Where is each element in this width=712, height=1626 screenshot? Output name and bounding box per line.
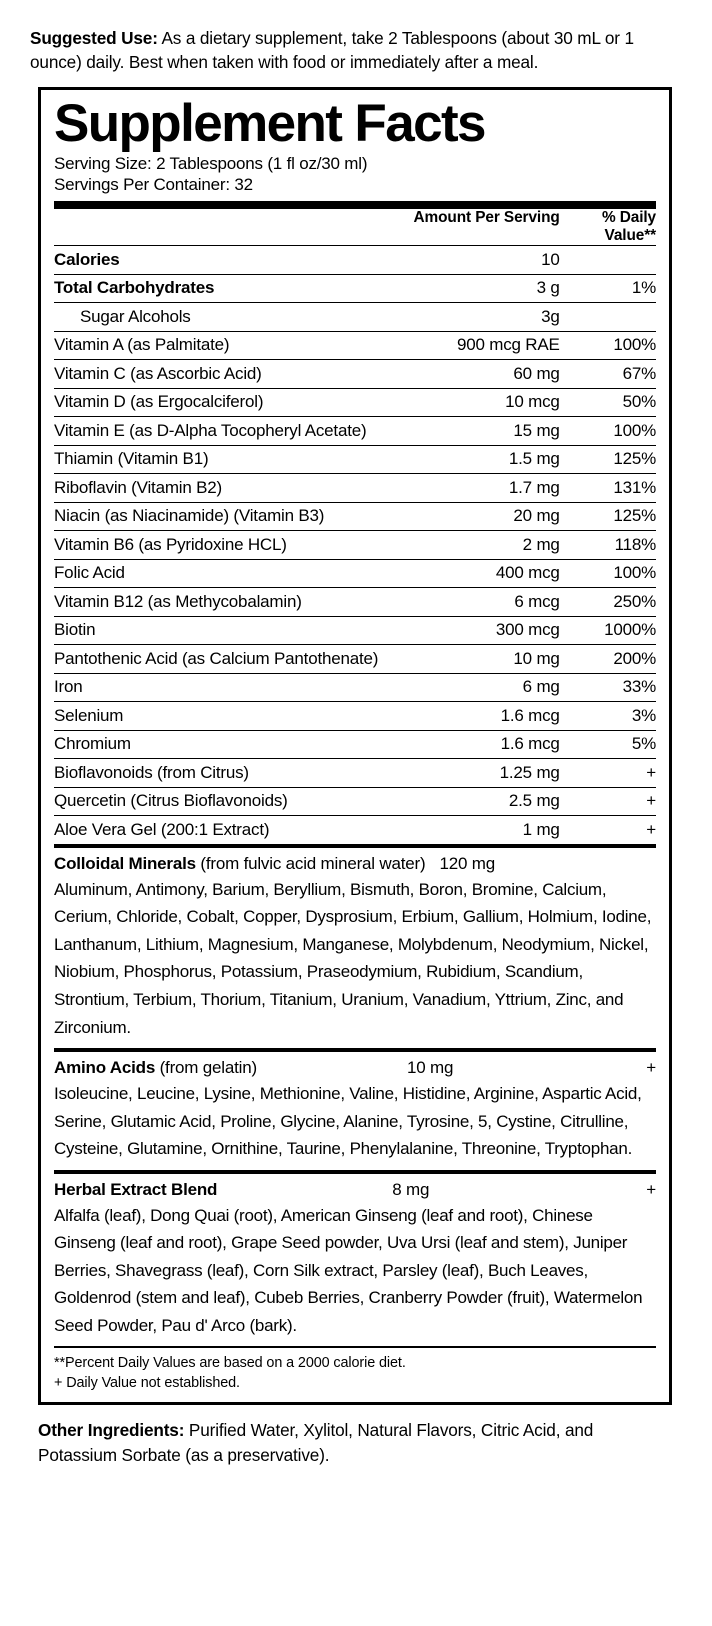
nutrient-daily-value: 5% xyxy=(560,730,656,759)
footnotes xyxy=(54,1348,656,1394)
nutrient-rows-body xyxy=(54,246,656,844)
nutrient-name-text: Iron xyxy=(54,677,83,697)
table-column-headers xyxy=(54,209,656,245)
nutrient-name-text: Vitamin B12 (as Methycobalamin) xyxy=(54,591,302,611)
nutrient-name-text: Vitamin E (as D-Alpha Tocopheryl Acetate) xyxy=(54,420,367,440)
nutrient-amount: 6 mcg xyxy=(391,588,560,617)
nutrient-name xyxy=(54,559,391,588)
blend-name-detail: (from fulvic acid mineral water) xyxy=(195,853,426,873)
column-header-daily-value: % Daily Value** xyxy=(601,208,656,244)
table-row xyxy=(54,474,656,503)
suggested-use-text: As a dietary supplement, take 2 Tablespoons (about 30 mL or 1 ounce) daily. Best when taken with food or immediately after a meal. xyxy=(30,28,634,73)
nutrient-amount: 15 mg xyxy=(391,417,560,446)
nutrient-daily-value: 125% xyxy=(560,445,656,474)
nutrient-name xyxy=(54,787,391,816)
table-row xyxy=(54,388,656,417)
nutrient-daily-value: + xyxy=(560,816,656,844)
nutrient-amount: 6 mg xyxy=(391,673,560,702)
nutrient-daily-value: 67% xyxy=(560,360,656,389)
nutrient-daily-value: 3% xyxy=(560,702,656,731)
table-row xyxy=(54,645,656,674)
nutrient-amount: 900 mcg RAE xyxy=(391,331,560,360)
nutrient-name-text: Thiamin (Vitamin B1) xyxy=(54,449,209,469)
nutrient-name xyxy=(54,759,391,788)
nutrient-name xyxy=(54,702,391,731)
nutrient-amount: 1.25 mg xyxy=(391,759,560,788)
nutrient-amount: 10 xyxy=(541,249,560,269)
table-row xyxy=(54,303,656,332)
nutrient-amount: 400 mcg xyxy=(391,559,560,588)
nutrient-daily-value: 1% xyxy=(560,274,656,303)
nutrient-daily-value xyxy=(560,303,656,332)
nutrient-name-text: Vitamin A (as Palmitate) xyxy=(54,335,230,355)
column-header-amount: Amount Per Serving xyxy=(413,208,560,226)
nutrient-name xyxy=(54,588,391,617)
nutrient-daily-value: + xyxy=(560,759,656,788)
other-ingredients-text: Purified Water, Xylitol, Natural Flavors, Citric Acid, and Potassium Sorbate (as a preservative). xyxy=(38,1419,594,1465)
servings-per-container: Servings Per Container: 32 xyxy=(54,175,253,195)
nutrient-name xyxy=(54,502,391,531)
blend-ingredient-list: Alfalfa (leaf), Dong Quai (root), American Ginseng (leaf and root), Chinese Ginseng (leaf and root), Grape Seed powder, Uva Ursi (leaf and stem), Juniper Berries, Shavegrass (leaf), Corn Silk extract, Parsley (leaf), Buch Leaves, Goldenrod (stem and leaf), Cubeb Berries, Cranberry Powder (fruit), Watermelon Seed Powder, Pau d' Arco (bark). xyxy=(54,1205,643,1335)
nutrient-name-text: Pantothenic Acid (as Calcium Pantothenate) xyxy=(54,648,379,668)
nutrient-daily-value: 200% xyxy=(560,645,656,674)
nutrient-name-text: Aloe Vera Gel (200:1 Extract) xyxy=(54,819,270,839)
nutrient-name-text: Folic Acid xyxy=(54,563,125,583)
nutrient-name-text: Bioflavonoids (from Citrus) xyxy=(54,762,249,782)
nutrient-name xyxy=(54,388,391,417)
other-ingredients-label: Other Ingredients: xyxy=(38,1419,185,1440)
table-row xyxy=(54,274,656,303)
blend-name-bold: Amino Acids xyxy=(54,1058,156,1078)
nutrient-name-text: Chromium xyxy=(54,734,131,754)
blend-section-colloidal_minerals xyxy=(54,848,656,1048)
nutrient-name-text: Vitamin C (as Ascorbic Acid) xyxy=(54,363,262,383)
nutrient-daily-value xyxy=(560,246,656,274)
nutrient-amount: 1 mg xyxy=(391,816,560,844)
supplement-label-page xyxy=(0,26,712,1626)
blend-ingredient-list: Isoleucine, Leucine, Lysine, Methionine, Valine, Histidine, Arginine, Aspartic Acid, Serine, Glutamic Acid, Proline, Glycine, Alanine, Tyrosine, 5, Cystine, Citrulline, Cysteine, Glutamine, Ornithine, Taurine, Phenylalanine, Threonine, Tryptophan. xyxy=(54,1084,642,1159)
column-header-blank xyxy=(54,209,391,245)
suggested-use-paragraph xyxy=(30,26,690,75)
table-row xyxy=(54,417,656,446)
nutrient-name xyxy=(54,303,391,332)
nutrient-daily-value: 33% xyxy=(560,673,656,702)
blend-amount: 8 mg xyxy=(392,1179,430,1199)
nutrient-name-text: Selenium xyxy=(54,705,124,725)
table-row xyxy=(54,588,656,617)
blend-section-amino_acids xyxy=(54,1052,656,1170)
blend-ingredient-list: Aluminum, Antimony, Barium, Beryllium, Bismuth, Boron, Bromine, Calcium, Cerium, Chloride, Cobalt, Copper, Dysprosium, Erbium, Gallium, Holmium, Iodine, Lanthanum, Lithium, Magnesium, Manganese, Molybdenum, Neodymium, Nickel, Niobium, Phosphorus, Potassium, Praseodymium, Rubidium, Scandium, Strontium, Terbium, Thorium, Titanium, Uranium, Vanadium, Yttrium, Zinc, and Zirconium. xyxy=(54,879,652,1037)
nutrient-daily-value: 1000% xyxy=(560,616,656,645)
table-row xyxy=(54,331,656,360)
nutrient-amount: 20 mg xyxy=(391,502,560,531)
blend-name-detail: (from gelatin) xyxy=(155,1058,257,1078)
blend-amount: 120 mg xyxy=(439,853,495,873)
blend-sections xyxy=(54,848,656,1346)
serving-size: Serving Size: 2 Tablespoons (1 fl oz/30 ml) xyxy=(54,153,368,173)
nutrient-name xyxy=(54,730,391,759)
nutrient-daily-value: 100% xyxy=(560,559,656,588)
nutrient-amount: 1.6 mcg xyxy=(391,730,560,759)
nutrient-amount: 1.6 mcg xyxy=(391,702,560,731)
nutrient-name xyxy=(54,246,391,274)
nutrient-name-text: Vitamin D (as Ergocalciferol) xyxy=(54,392,264,412)
footnote-dv-not-established: + Daily Value not established. xyxy=(54,1375,240,1392)
nutrient-name-text: Calories xyxy=(54,249,120,269)
nutrient-amount: 60 mg xyxy=(391,360,560,389)
nutrient-amount: 1.5 mg xyxy=(391,445,560,474)
blend-header xyxy=(54,1174,656,1201)
nutrient-table-body xyxy=(54,209,656,245)
nutrient-amount: 3g xyxy=(391,303,560,332)
table-row xyxy=(54,787,656,816)
nutrient-name xyxy=(54,531,391,560)
table-row xyxy=(54,360,656,389)
table-row xyxy=(54,502,656,531)
table-row xyxy=(54,246,656,274)
blend-daily-value: + xyxy=(646,1058,656,1078)
nutrient-rows-table xyxy=(54,246,656,844)
footnote-daily-values: **Percent Daily Values are based on a 2000 calorie diet. xyxy=(54,1354,406,1371)
table-row xyxy=(54,816,656,844)
table-row xyxy=(54,759,656,788)
nutrient-name xyxy=(54,274,391,303)
nutrient-name xyxy=(54,331,391,360)
nutrient-name-text: Niacin (as Niacinamide) (Vitamin B3) xyxy=(54,506,325,526)
nutrient-table xyxy=(54,209,656,245)
nutrient-name xyxy=(54,645,391,674)
nutrient-amount: 300 mcg xyxy=(391,616,560,645)
nutrient-daily-value: 100% xyxy=(560,417,656,446)
nutrient-amount: 1.7 mg xyxy=(391,474,560,503)
nutrient-amount: 2.5 mg xyxy=(391,787,560,816)
nutrient-daily-value: 131% xyxy=(560,474,656,503)
nutrient-amount: 10 mcg xyxy=(391,388,560,417)
supplement-facts-title: Supplement Facts xyxy=(54,93,485,153)
blend-amount: 10 mg xyxy=(406,1058,454,1078)
other-ingredients-paragraph xyxy=(38,1418,672,1468)
table-row xyxy=(54,673,656,702)
nutrient-name xyxy=(54,816,391,844)
nutrient-name-text: Total Carbohydrates xyxy=(54,278,215,298)
blend-name xyxy=(54,854,425,874)
nutrient-name-text: Biotin xyxy=(54,620,96,640)
table-row xyxy=(54,531,656,560)
nutrient-name xyxy=(54,445,391,474)
nutrient-name xyxy=(54,616,391,645)
nutrient-amount: 3 g xyxy=(391,274,560,303)
nutrient-amount: 10 mg xyxy=(391,645,560,674)
blend-header xyxy=(54,848,656,875)
nutrient-name xyxy=(54,360,391,389)
nutrient-daily-value: 50% xyxy=(560,388,656,417)
nutrient-name xyxy=(54,474,391,503)
nutrient-daily-value: 100% xyxy=(560,331,656,360)
divider-thick-top xyxy=(54,201,656,209)
table-row xyxy=(54,445,656,474)
blend-name-bold: Herbal Extract Blend xyxy=(54,1179,218,1199)
nutrient-name-text: Sugar Alcohols xyxy=(80,306,191,326)
nutrient-daily-value: 250% xyxy=(560,588,656,617)
nutrient-name xyxy=(54,417,391,446)
blend-name xyxy=(54,1180,217,1200)
blend-daily-value: + xyxy=(646,1179,656,1199)
nutrient-amount: 2 mg xyxy=(391,531,560,560)
suggested-use-label: Suggested Use: xyxy=(30,28,158,48)
blend-header xyxy=(54,1052,656,1079)
nutrient-name-text: Vitamin B6 (as Pyridoxine HCL) xyxy=(54,534,287,554)
nutrient-name-text: Quercetin (Citrus Bioflavonoids) xyxy=(54,791,288,811)
nutrient-daily-value: 118% xyxy=(560,531,656,560)
nutrient-daily-value: 125% xyxy=(560,502,656,531)
blend-section-herbal_extract_blend xyxy=(54,1174,656,1347)
nutrient-name xyxy=(54,673,391,702)
serving-info xyxy=(54,153,656,196)
table-row xyxy=(54,616,656,645)
blend-name xyxy=(54,1058,257,1078)
table-row xyxy=(54,702,656,731)
nutrient-name-text: Riboflavin (Vitamin B2) xyxy=(54,477,222,497)
table-row xyxy=(54,730,656,759)
table-row xyxy=(54,559,656,588)
supplement-facts-panel xyxy=(38,87,672,1405)
blend-name-bold: Colloidal Minerals xyxy=(54,853,196,873)
nutrient-daily-value: + xyxy=(560,787,656,816)
